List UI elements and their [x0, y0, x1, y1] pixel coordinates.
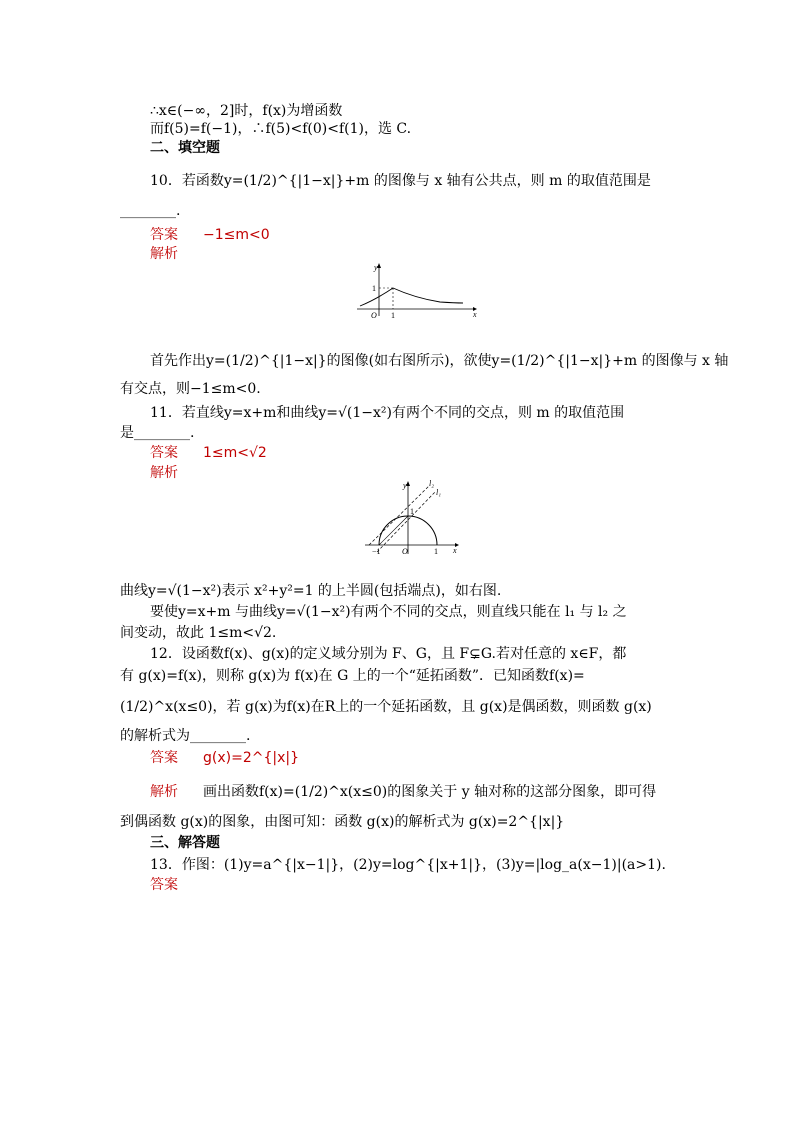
text-line: 曲线y=√(1−x²)表示 x²+y²=1 的上半圆(包括端点)，如右图.	[120, 583, 502, 599]
semicircle-graph-figure	[363, 478, 463, 556]
text-line: 画出函数f(x)=(1/2)^x(x≤0)的图象关于 y 轴对称的这部分图象，即可得	[203, 784, 657, 800]
y-axis-label: y	[403, 481, 407, 490]
explanation-label: 解析	[150, 246, 178, 262]
text-line: 有 g(x)=f(x)，则称 g(x)为 f(x)在 G 上的一个“延拓函数”．已知函数f(x)=	[120, 668, 585, 684]
answer-value: −1≤m<0	[203, 227, 270, 243]
answer-value: g(x)=2^{|x|}	[203, 750, 299, 766]
answer-label: 答案	[150, 227, 178, 243]
line-label: l₂	[429, 479, 435, 488]
tick-label: 1	[410, 507, 414, 516]
text-line: (1/2)^x(x≤0)，若 g(x)为f(x)在R上的一个延拓函数，且 g(x)是偶函数，则函数 g(x)	[120, 699, 652, 715]
question-13: 13．作图：(1)y=a^{|x−1|}，(2)y=log^{|x+1|}，(3)y=|log_a(x−1)|(a>1).	[150, 857, 666, 873]
section-heading: 三、解答题	[150, 835, 220, 851]
tick-label: −1	[372, 547, 381, 556]
section-heading: 二、填空题	[150, 140, 220, 156]
explanation-label: 解析	[150, 784, 178, 800]
text-line: 有交点，则−1≤m<0.	[120, 381, 261, 397]
question-12: 12．设函数f(x)、g(x)的定义域分别为 F、G，且 F⊊G.若对任意的 x∈F，都	[150, 646, 627, 662]
text-line: 首先作出y=(1/2)^{|1−x|}的图像(如右图所示)，欲使y=(1/2)^{|1−x|}+m 的图像与 x 轴	[150, 353, 729, 369]
tick-label: 1	[372, 284, 376, 293]
origin-label: O	[402, 547, 408, 556]
text-line: ∴x∈(−∞，2]时，f(x)为增函数	[150, 103, 343, 119]
text-line: 间变动，故此 1≤m<√2.	[120, 625, 277, 641]
y-axis-label: y	[374, 263, 378, 272]
answer-blank: ________.	[120, 203, 181, 219]
x-axis-label: x	[453, 546, 457, 555]
answer-blank: 是________.	[120, 425, 195, 441]
x-axis-label: x	[473, 310, 477, 318]
text-line: 而f(5)=f(−1)，∴f(5)<f(0)<f(1)，选 C.	[150, 121, 412, 137]
question-11: 11．若直线y=x+m和曲线y=√(1−x²)有两个不同的交点，则 m 的取值范围	[150, 405, 625, 421]
tick-label: 1	[434, 547, 438, 556]
answer-label: 答案	[150, 445, 178, 461]
exponential-graph-figure	[355, 260, 480, 318]
tick-label: 1	[391, 311, 395, 318]
text-line: 要使y=x+m 与曲线y=√(1−x²)有两个不同的交点，则直线只能在 l₁ 与 l₂ 之	[150, 604, 627, 620]
text-line: 到偶函数 g(x)的图象，由图可知：函数 g(x)的解析式为 g(x)=2^{|x|}	[120, 814, 565, 830]
answer-label: 答案	[150, 877, 178, 893]
answer-blank: 的解析式为________.	[120, 728, 251, 744]
question-10: 10．若函数y=(1/2)^{|1−x|}+m 的图像与 x 轴有公共点，则 m 的取值范围是	[150, 173, 651, 189]
line-label: l₁	[436, 488, 442, 497]
answer-label: 答案	[150, 750, 178, 766]
explanation-label: 解析	[150, 465, 178, 481]
answer-value: 1≤m<√2	[203, 445, 267, 461]
origin-label: O	[371, 311, 377, 318]
